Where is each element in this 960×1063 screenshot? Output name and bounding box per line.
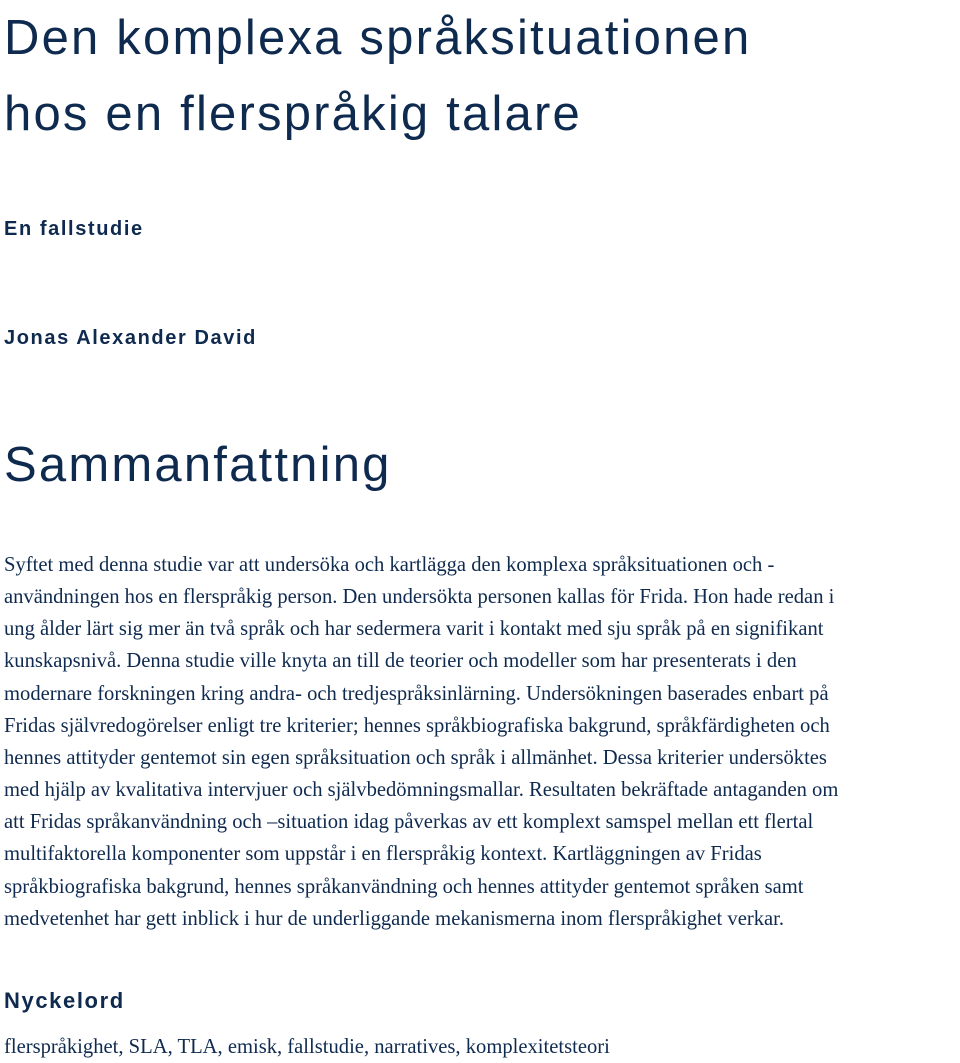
abstract-line: modernare forskningen kring andra- och tredjespråksinlärning. Undersökningen baserades enbart på <box>4 682 829 705</box>
abstract-line: med hjälp av kvalitativa intervjuer och självbedömningsmallar. Resultaten bekräftade antaganden om <box>4 779 839 802</box>
abstract-line: Syftet med denna studie var att undersöka och kartlägga den komplexa språksituationen och - <box>4 554 775 576</box>
document-title-line: hos en flerspråkig talare <box>4 87 582 141</box>
abstract-line: ung ålder lärt sig mer än två språk och har sedermera varit i kontakt med sju språk på en signifikant <box>4 618 824 641</box>
abstract-line: multifaktorella komponenter som uppstår i en flerspråkig kontext. Kartläggningen av Fridas <box>4 843 762 866</box>
abstract-line: språkbiografiska bakgrund, hennes språkanvändning och hennes attityder gentemot språken samt <box>4 875 804 898</box>
document-subtitle: En fallstudie <box>4 218 144 240</box>
abstract-text <box>4 549 956 935</box>
abstract-line: kunskapsnivå. Denna studie ville knyta an till de teorier och modeller som har presenterats i den <box>4 650 797 673</box>
document-title <box>4 0 960 152</box>
author-name: Jonas Alexander David <box>4 327 257 349</box>
abstract-heading: Sammanfattning <box>4 438 392 492</box>
abstract-line: Fridas självredogörelser enligt tre kriterier; hennes språkbiografiska bakgrund, språkfärdigheten och <box>4 714 830 737</box>
abstract-line: medvetenhet har gett inblick i hur de underliggande mekanismerna inom flerspråkighet verkar. <box>4 907 785 930</box>
abstract-line: hennes attityder gentemot sin egen språksituation och språk i allmänhet. Dessa kriterier undersöktes <box>4 746 827 769</box>
document-title-line: Den komplexa språksituationen <box>4 11 752 65</box>
keywords-list: flerspråkighet, SLA, TLA, emisk, fallstudie, narratives, komplexitetsteori <box>4 1036 610 1058</box>
abstract-line: användningen hos en flerspråkig person. Den undersökta personen kallas för Frida. Hon hade redan i <box>4 586 835 609</box>
keywords-heading: Nyckelord <box>4 988 125 1013</box>
abstract-line: att Fridas språkanvändning och –situation idag påverkas av ett komplext samspel mellan ett flertal <box>4 811 814 834</box>
